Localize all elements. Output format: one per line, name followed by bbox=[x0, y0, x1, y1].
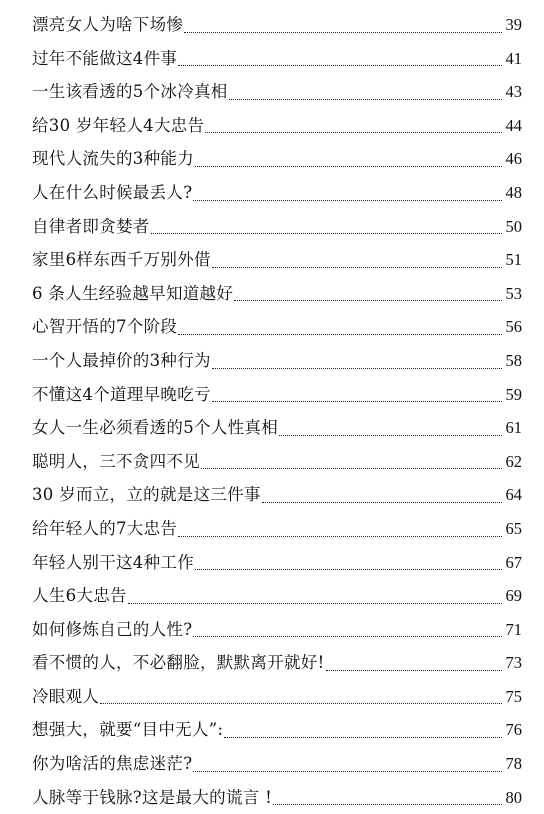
toc-entry-title: 冷眼观人 bbox=[32, 686, 100, 706]
toc-entry[interactable] bbox=[32, 344, 522, 378]
toc-entry-title: 6 条人生经验越早知道越好 bbox=[32, 283, 234, 303]
toc-entry[interactable] bbox=[32, 512, 522, 546]
toc-entry-page: 69 bbox=[505, 586, 522, 606]
toc-entry-page: 76 bbox=[505, 720, 522, 740]
toc-entry-page: 56 bbox=[505, 317, 522, 337]
toc-entry-title: 一个人最掉价的3种行为 bbox=[32, 350, 211, 370]
toc-entry-page: 64 bbox=[505, 485, 522, 505]
toc-entry-title: 看不惯的人，不必翻脸，默默离开就好! bbox=[32, 653, 325, 673]
dot-leader bbox=[194, 546, 504, 580]
dot-leader bbox=[99, 680, 504, 714]
toc-entry-title: 家里6样东西千万别外借 bbox=[32, 250, 211, 270]
dot-leader bbox=[177, 42, 504, 76]
toc-entry-page: 53 bbox=[505, 283, 522, 303]
dot-leader bbox=[177, 512, 504, 546]
toc-entry-page: 43 bbox=[505, 82, 522, 102]
dot-leader bbox=[211, 344, 504, 378]
toc-entry[interactable] bbox=[32, 613, 522, 647]
toc-entry-page: 58 bbox=[505, 350, 522, 370]
toc-entry-title: 年轻人别干这4种工作 bbox=[32, 552, 194, 572]
toc-entry[interactable] bbox=[32, 109, 522, 143]
toc-entry[interactable] bbox=[32, 747, 522, 781]
toc-entry[interactable] bbox=[32, 210, 522, 244]
toc-entry-title: 现代人流失的3种能力 bbox=[32, 149, 194, 169]
toc-entry-page: 75 bbox=[505, 686, 522, 706]
toc-entry-title: 给年轻人的7大忠告 bbox=[32, 518, 178, 538]
toc-entry[interactable] bbox=[32, 713, 522, 747]
toc-entry[interactable] bbox=[32, 781, 522, 814]
toc-entry[interactable] bbox=[32, 42, 522, 76]
toc-entry-title: 人生6大忠告 bbox=[32, 586, 127, 606]
toc-entry-title: 人在什么时候最丢人? bbox=[32, 182, 193, 202]
toc-entry-page: 67 bbox=[505, 552, 522, 572]
toc-entry[interactable] bbox=[32, 646, 522, 680]
toc-entry-page: 48 bbox=[505, 182, 522, 202]
toc-entry-page: 62 bbox=[505, 451, 522, 471]
toc-entry-title: 女人一生必须看透的5个人性真相 bbox=[32, 418, 278, 438]
dot-leader bbox=[200, 445, 504, 479]
dot-leader bbox=[233, 277, 504, 311]
toc-entry[interactable] bbox=[32, 243, 522, 277]
toc-entry-title: 心智开悟的7个阶段 bbox=[32, 317, 178, 337]
toc-entry[interactable] bbox=[32, 176, 522, 210]
dot-leader bbox=[192, 747, 504, 781]
toc-entry-title: 人脉等于钱脉?这是最大的谎言 ! bbox=[32, 787, 273, 807]
toc-entry-title: 过年不能做这4件事 bbox=[32, 48, 178, 68]
dot-leader bbox=[192, 176, 504, 210]
toc-entry[interactable] bbox=[32, 75, 522, 109]
dot-leader bbox=[278, 411, 504, 445]
toc-entry[interactable] bbox=[32, 680, 522, 714]
dot-leader bbox=[272, 781, 504, 814]
dot-leader bbox=[150, 210, 504, 244]
dot-leader bbox=[211, 243, 504, 277]
toc-entry-title: 不懂这4个道理早晚吃亏 bbox=[32, 384, 211, 404]
dot-leader bbox=[211, 378, 504, 412]
toc-entry[interactable] bbox=[32, 579, 522, 613]
table-of-contents bbox=[32, 8, 522, 814]
toc-entry-page: 51 bbox=[505, 250, 522, 270]
toc-entry-page: 73 bbox=[505, 653, 522, 673]
toc-entry[interactable] bbox=[32, 478, 522, 512]
toc-entry[interactable] bbox=[32, 411, 522, 445]
toc-entry-title: 漂亮女人为啥下场惨 bbox=[32, 15, 184, 34]
toc-entry-page: 44 bbox=[505, 115, 522, 135]
dot-leader bbox=[204, 109, 504, 143]
toc-entry-title: 给30 岁年轻人4大忠告 bbox=[32, 115, 205, 135]
toc-entry-title: 如何修炼自己的人性? bbox=[32, 619, 193, 639]
toc-entry[interactable] bbox=[32, 546, 522, 580]
dot-leader bbox=[228, 75, 504, 109]
dot-leader bbox=[325, 646, 504, 680]
toc-entry[interactable] bbox=[32, 277, 522, 311]
toc-entry-page: 50 bbox=[505, 216, 522, 236]
dot-leader bbox=[261, 478, 504, 512]
toc-entry-page: 80 bbox=[505, 787, 522, 807]
toc-entry-page: 39 bbox=[505, 15, 522, 34]
toc-entry-title: 自律者即贪婪者 bbox=[32, 216, 150, 236]
dot-leader bbox=[192, 613, 504, 647]
toc-entry-title: 30 岁而立，立的就是这三件事 bbox=[32, 485, 261, 505]
toc-entry[interactable] bbox=[32, 310, 522, 344]
toc-entry-page: 71 bbox=[505, 619, 522, 639]
toc-entry[interactable] bbox=[32, 8, 522, 42]
toc-entry-page: 65 bbox=[505, 518, 522, 538]
dot-leader bbox=[223, 713, 504, 747]
dot-leader bbox=[194, 142, 504, 176]
toc-entry-page: 46 bbox=[505, 149, 522, 169]
toc-entry[interactable] bbox=[32, 445, 522, 479]
dot-leader bbox=[183, 8, 504, 42]
toc-entry-page: 59 bbox=[505, 384, 522, 404]
toc-entry[interactable] bbox=[32, 378, 522, 412]
toc-entry-page: 41 bbox=[505, 48, 522, 68]
dot-leader bbox=[127, 579, 504, 613]
toc-entry-title: 想强大，就要“目中无人”: bbox=[32, 720, 224, 740]
toc-entry-title: 一生该看透的5个冰冷真相 bbox=[32, 82, 228, 102]
toc-entry-title: 你为啥活的焦虑迷茫? bbox=[32, 754, 193, 774]
dot-leader bbox=[177, 310, 504, 344]
toc-entry-page: 78 bbox=[505, 754, 522, 774]
toc-entry-title: 聪明人，三不贪四不见 bbox=[32, 451, 200, 471]
toc-entry[interactable] bbox=[32, 142, 522, 176]
toc-entry-page: 61 bbox=[505, 418, 522, 438]
